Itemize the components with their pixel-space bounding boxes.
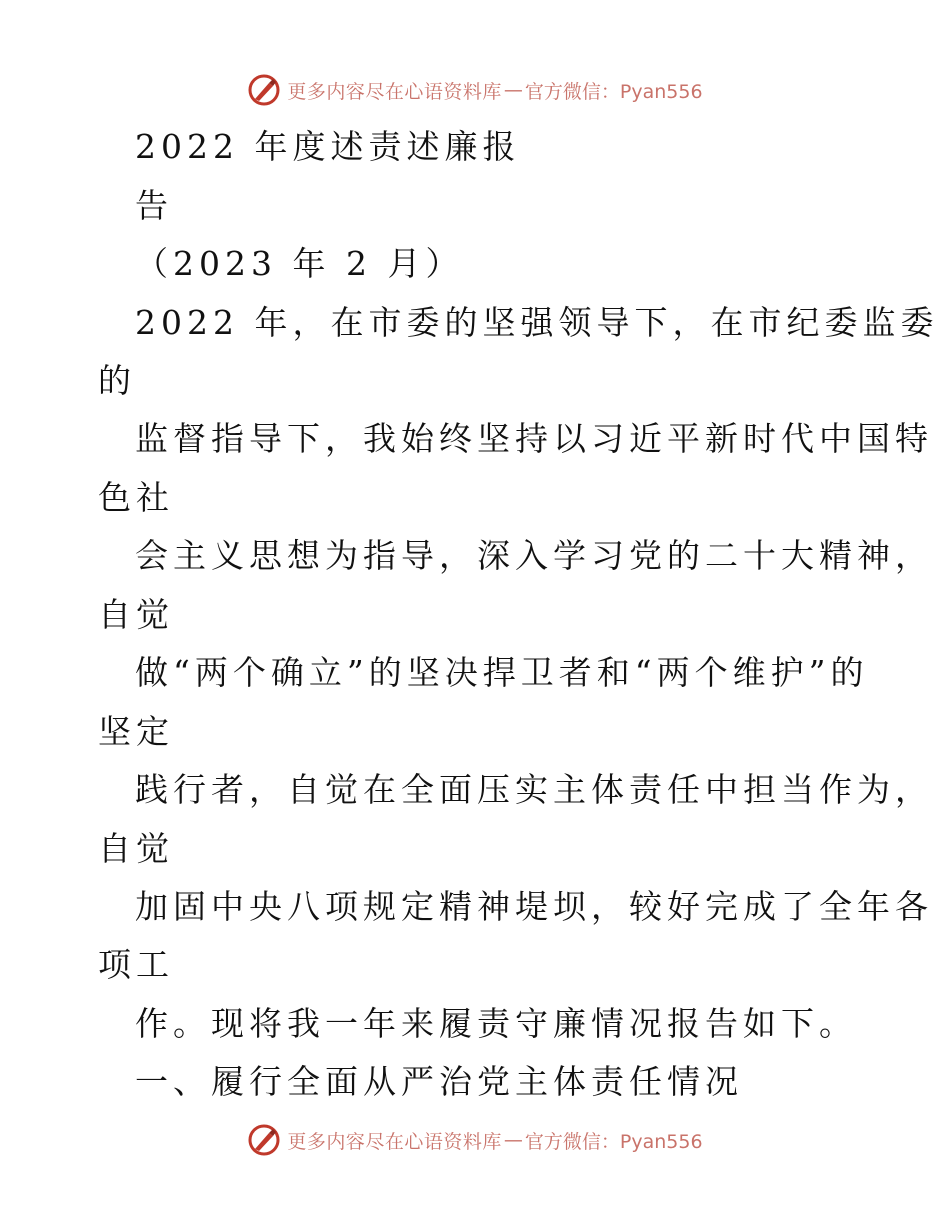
watermark-sub-text: 官方微信：Pyan556 — [524, 1130, 703, 1153]
doc-paragraph-line: 加固中央八项规定精神堤坝，较好完成了全年各 — [135, 887, 933, 926]
pen-seal-icon — [247, 1123, 281, 1157]
doc-paragraph-line: 2022 年，在市委的坚强领导下，在市纪委监委 — [135, 303, 939, 342]
doc-paragraph-wrap: 项工 — [98, 945, 174, 984]
header-watermark — [0, 70, 950, 110]
doc-date-line: （2023 年 2 月） — [135, 244, 464, 283]
doc-paragraph-line: 会主义思想为指导，深入学习党的二十大精神， — [135, 536, 933, 575]
doc-paragraph-wrap: 自觉 — [98, 829, 174, 868]
doc-paragraph-wrap: 色社 — [98, 478, 174, 517]
doc-paragraph-line: 监督指导下，我始终坚持以习近平新时代中国特 — [135, 419, 933, 458]
watermark-dash: — — [503, 1129, 523, 1151]
watermark-main-text: 更多内容尽在心语资料库 — [287, 1130, 502, 1153]
watermark-main-text: 更多内容尽在心语资料库 — [287, 80, 502, 103]
doc-paragraph-line: 作。现将我一年来履责守廉情况报告如下。 — [135, 1004, 857, 1043]
pen-seal-icon — [247, 73, 281, 107]
doc-paragraph-line: 践行者，自觉在全面压实主体责任中担当作为， — [135, 770, 933, 809]
doc-paragraph-wrap: 的 — [98, 361, 136, 400]
doc-paragraph-line: 做“两个确立”的坚决捍卫者和“两个维护”的 — [135, 653, 869, 692]
footer-watermark — [0, 1120, 950, 1160]
doc-title-continuation: 告 — [135, 186, 173, 225]
watermark-dash: — — [503, 79, 523, 101]
watermark-sub-text: 官方微信：Pyan556 — [524, 80, 703, 103]
doc-section-heading: 一、履行全面从严治党主体责任情况 — [135, 1062, 743, 1101]
doc-paragraph-wrap: 自觉 — [98, 595, 174, 634]
doc-title-line: 2022 年度述责述廉报 — [135, 127, 521, 166]
doc-paragraph-wrap: 坚定 — [98, 712, 174, 751]
